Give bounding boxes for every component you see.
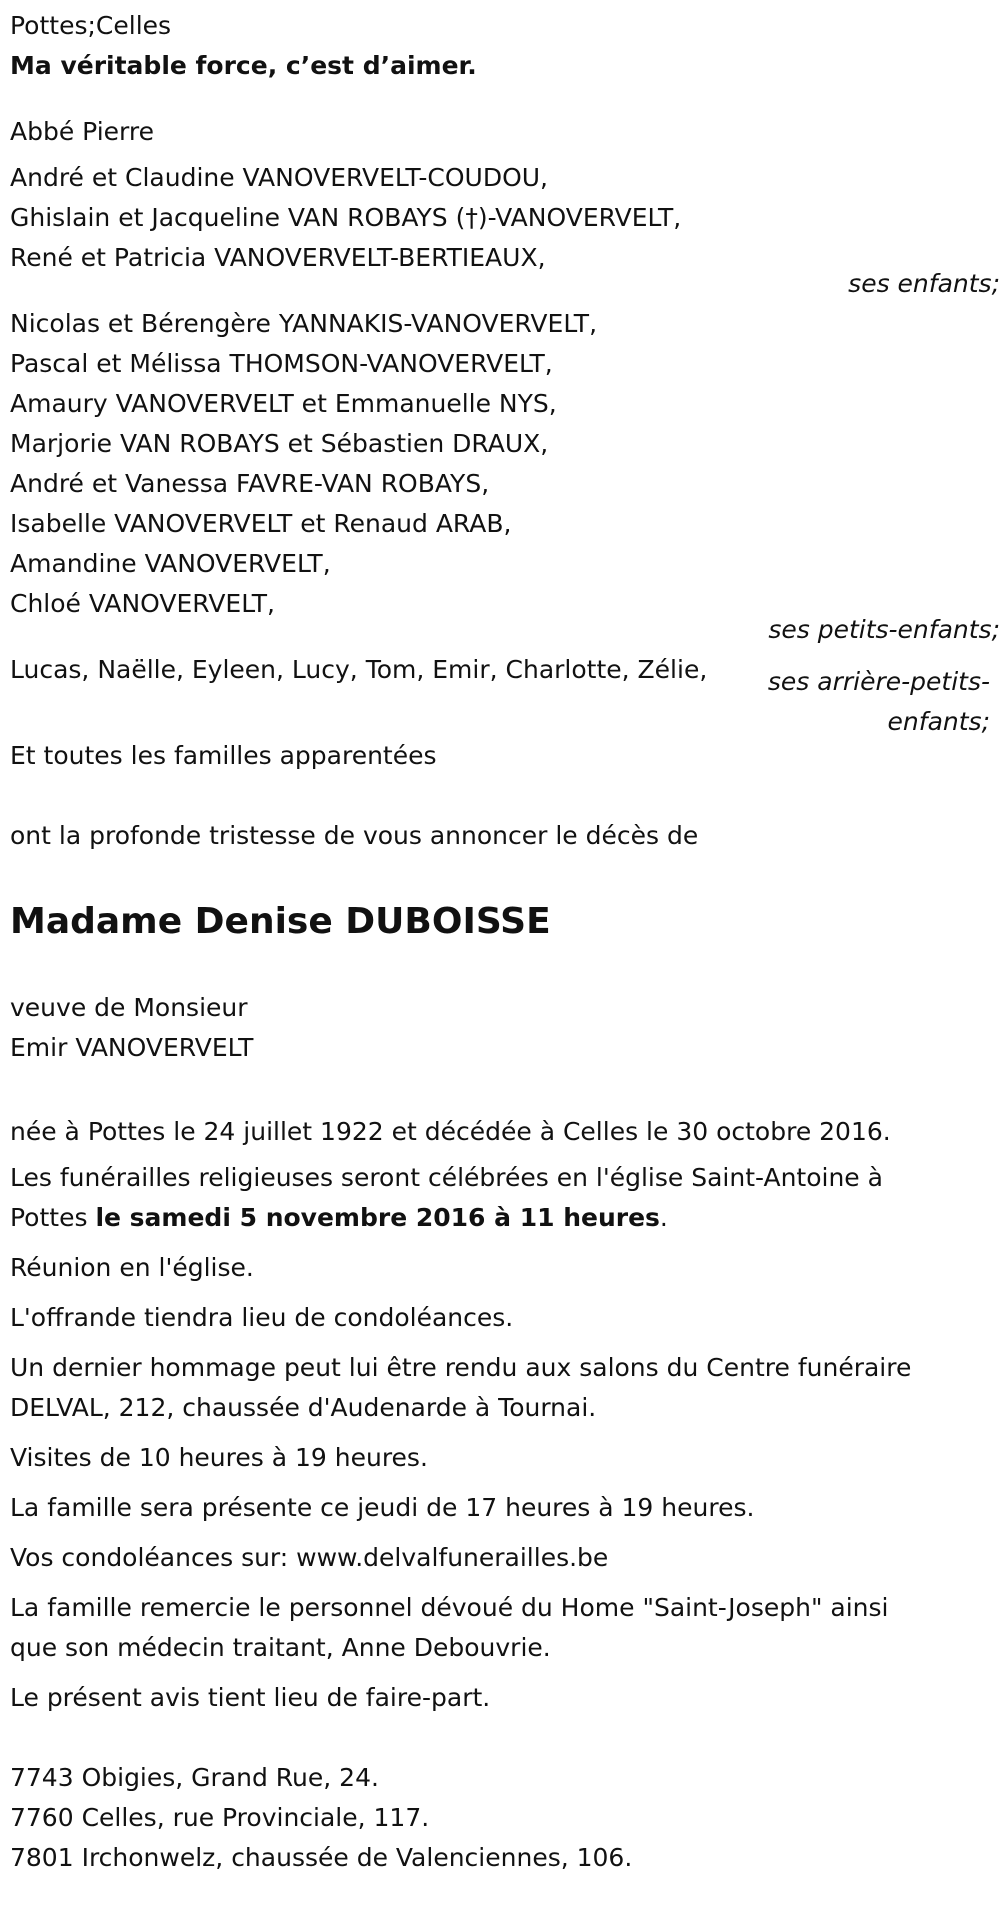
- children-list: [10, 158, 990, 278]
- funeral-place: Pottes: [10, 1203, 96, 1232]
- quote-author: Abbé Pierre: [10, 117, 154, 146]
- grandchild-name: André et Vanessa FAVRE-VAN ROBAYS,: [10, 469, 490, 498]
- reunion: Réunion en l'église.: [10, 1253, 254, 1282]
- family-present: La famille sera présente ce jeudi de 17 heures à 19 heures.: [10, 1493, 755, 1522]
- great-grandchildren-role-line1: ses arrière-petits-: [767, 667, 990, 696]
- child-name: René et Patricia VANOVERVELT-BERTIEAUX,: [10, 243, 546, 272]
- tribute-line1: Un dernier hommage peut lui être rendu aux salons du Centre funéraire: [10, 1353, 912, 1382]
- deceased-name: Madame Denise DUBOISSE: [10, 901, 551, 942]
- address-line: 7743 Obigies, Grand Rue, 24.: [10, 1763, 379, 1792]
- spouse-block: [10, 988, 990, 1068]
- thanks-line2: que son médecin traitant, Anne Debouvrie.: [10, 1633, 551, 1662]
- notice: Le présent avis tient lieu de faire-part.: [10, 1683, 491, 1712]
- tribute-block: [10, 1348, 990, 1428]
- spouse-line1: veuve de Monsieur: [10, 993, 248, 1022]
- funeral-line1: Les funérailles religieuses seront célébrées en l'église Saint-Antoine à: [10, 1163, 883, 1192]
- funeral-line2: [10, 1198, 990, 1238]
- addresses: [10, 1758, 990, 1878]
- grandchild-name: Chloé VANOVERVELT,: [10, 589, 275, 618]
- great-grandchildren-role: [760, 662, 990, 742]
- spouse-line2: Emir VANOVERVELT: [10, 1033, 254, 1062]
- funeral-date: le samedi 5 novembre 2016 à 11 heures: [95, 1203, 660, 1232]
- great-grandchildren-names: Lucas, Naëlle, Eyleen, Lucy, Tom, Emir, Charlotte, Zélie,: [10, 655, 708, 684]
- address-line: 7760 Celles, rue Provinciale, 117.: [10, 1803, 430, 1832]
- address-line: 7801 Irchonwelz, chaussée de Valenciennes, 106.: [10, 1843, 633, 1872]
- thanks-block: [10, 1588, 990, 1668]
- funeral-end: .: [659, 1203, 668, 1232]
- thanks-line1: La famille remercie le personnel dévoué du Home "Saint-Joseph" ainsi: [10, 1593, 889, 1622]
- condolences: Vos condoléances sur: www.delvalfunerailles.be: [10, 1543, 609, 1572]
- grandchild-name: Pascal et Mélissa THOMSON-VANOVERVELT,: [10, 349, 553, 378]
- tribute-line2: DELVAL, 212, chaussée d'Audenarde à Tournai.: [10, 1393, 597, 1422]
- grandchild-name: Nicolas et Bérengère YANNAKIS-VANOVERVELT,: [10, 309, 598, 338]
- visits: Visites de 10 heures à 19 heures.: [10, 1443, 428, 1472]
- obituary-page: [0, 6, 1000, 1927]
- great-grandchildren-row: [10, 650, 990, 736]
- grandchild-name: Amandine VANOVERVELT,: [10, 549, 331, 578]
- families: Et toutes les familles apparentées: [10, 741, 437, 770]
- offering: L'offrande tiendra lieu de condoléances.: [10, 1303, 514, 1332]
- grandchild-name: Amaury VANOVERVELT et Emmanuelle NYS,: [10, 389, 557, 418]
- birth-death: née à Pottes le 24 juillet 1922 et décédée à Celles le 30 octobre 2016.: [10, 1117, 891, 1146]
- quote: Ma véritable force, c’est d’aimer.: [10, 51, 477, 80]
- child-name: Ghislain et Jacqueline VAN ROBAYS (†)-VANOVERVELT,: [10, 203, 682, 232]
- grandchild-name: Isabelle VANOVERVELT et Renaud ARAB,: [10, 509, 512, 538]
- child-name: André et Claudine VANOVERVELT-COUDOU,: [10, 163, 548, 192]
- great-grandchildren-role-line2: enfants;: [887, 707, 990, 736]
- funeral-block: [10, 1158, 990, 1238]
- grandchildren-list: [10, 304, 990, 624]
- location: Pottes;Celles: [10, 11, 172, 40]
- grandchildren-role: ses petits-enfants;: [768, 615, 1000, 644]
- grandchild-name: Marjorie VAN ROBAYS et Sébastien DRAUX,: [10, 429, 549, 458]
- announcement: ont la profonde tristesse de vous annoncer le décès de: [10, 821, 699, 850]
- children-role: ses enfants;: [848, 269, 1000, 298]
